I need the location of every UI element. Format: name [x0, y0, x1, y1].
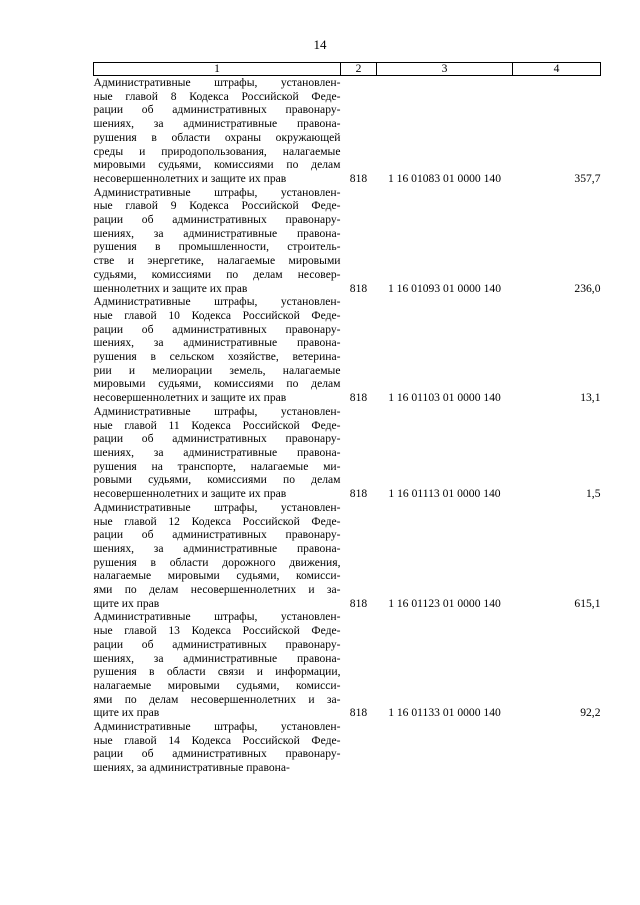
description-line: судьями, комиссиями по делам несовер-	[93, 267, 341, 281]
description-line: мировыми судьями, комиссиями по делам	[93, 158, 341, 172]
description-line: шениях, за административные правона-	[93, 336, 341, 350]
description-line: ные главой 14 Кодекса Российской Феде-	[93, 733, 341, 747]
description-line: несовершеннолетних и защите их прав	[93, 171, 287, 185]
admin-code: 818	[349, 706, 368, 720]
description-line: рушения в области дорожного движения,	[93, 555, 341, 569]
budget-classification-code: 1 16 01133 01 0000 140	[388, 706, 501, 720]
description-line: шениях, за административные правона-	[93, 651, 341, 665]
amount	[513, 720, 601, 775]
fine-description	[94, 405, 341, 501]
description-line: несовершеннолетних и защите их прав	[93, 487, 287, 501]
admin-code: 818	[349, 171, 368, 185]
admin-code	[341, 720, 377, 775]
column-header-4: 4	[513, 63, 601, 76]
description-line: ровыми судьями, комиссиями по делам	[93, 473, 341, 487]
revenue-table	[93, 62, 601, 775]
amount: 92,2	[580, 706, 601, 720]
fine-description	[94, 720, 341, 775]
table-header-row	[94, 63, 601, 76]
description-line: рушения в области связи и информации,	[93, 665, 341, 679]
budget-classification-code: 1 16 01083 01 0000 140	[387, 171, 502, 185]
column-header-3: 3	[377, 63, 513, 76]
table-body	[94, 76, 601, 775]
budget-classification-code: 1 16 01093 01 0000 140	[387, 281, 502, 295]
budget-classification-code	[377, 720, 513, 775]
description-line: несовершеннолетних и защите их прав	[93, 391, 287, 405]
description-line: ные главой 11 Кодекса Российской Феде-	[93, 418, 341, 432]
column-header-2: 2	[341, 63, 377, 76]
fine-description	[94, 295, 341, 405]
description-line: шениях, за административные правона-	[93, 761, 290, 775]
description-line: ные главой 13 Кодекса Российской Феде-	[93, 624, 341, 638]
description-line: налагаемые мировыми судьями, комисси-	[93, 569, 341, 583]
description-line: шениях, за административные правона-	[93, 226, 341, 240]
description-line: Административные штрафы, установлен-	[93, 295, 341, 309]
fine-description	[94, 76, 341, 186]
fine-description	[94, 610, 341, 720]
table-row	[94, 610, 601, 720]
table-row	[94, 501, 601, 611]
admin-code: 818	[349, 281, 368, 295]
description-line: среды и природопользования, налагаемые	[93, 144, 341, 158]
description-line: рии и мелиорации земель, налагаемые	[93, 363, 341, 377]
table-row	[94, 405, 601, 501]
amount: 615,1	[574, 596, 601, 610]
budget-classification-code: 1 16 01113 01 0000 140	[388, 487, 501, 501]
budget-classification-code: 1 16 01103 01 0000 140	[388, 391, 501, 405]
description-line: Административные штрафы, установлен-	[93, 610, 341, 624]
fine-description	[94, 186, 341, 296]
description-line: Административные штрафы, установлен-	[93, 185, 341, 199]
description-line: шениях, за административные правона-	[93, 445, 341, 459]
table-row	[94, 720, 601, 775]
description-line: налагаемые мировыми судьями, комисси-	[93, 678, 341, 692]
description-line: ные главой 8 Кодекса Российской Феде-	[93, 89, 341, 103]
description-line: Административные штрафы, установлен-	[93, 500, 341, 514]
admin-code: 818	[349, 391, 368, 405]
table-row	[94, 295, 601, 405]
description-line: ями по делам несовершеннолетних и за-	[93, 692, 341, 706]
description-line: ные главой 9 Кодекса Российской Феде-	[93, 199, 341, 213]
description-line: шеннолетних и защите их прав	[93, 281, 248, 295]
description-line: рации об административных правонару-	[93, 637, 341, 651]
table-row	[94, 186, 601, 296]
description-line: щите их прав	[93, 596, 160, 610]
column-header-1: 1	[94, 63, 341, 76]
description-line: рации об административных правонару-	[93, 432, 341, 446]
description-line: рушения на транспорте, налагаемые ми-	[93, 459, 341, 473]
admin-code: 818	[349, 596, 368, 610]
description-line: ные главой 10 Кодекса Российской Феде-	[93, 308, 341, 322]
fine-description	[94, 501, 341, 611]
description-line: рации об административных правонару-	[93, 528, 341, 542]
description-line: рации об административных правонару-	[93, 322, 341, 336]
table-row	[94, 76, 601, 186]
description-line: Административные штрафы, установлен-	[93, 720, 341, 734]
description-line: рушения в сельском хозяйстве, ветерина-	[93, 350, 341, 364]
description-line: рации об административных правонару-	[93, 213, 341, 227]
description-line: рации об административных правонару-	[93, 747, 341, 761]
amount: 357,7	[574, 171, 601, 185]
description-line: рушения в области охраны окружающей	[93, 130, 341, 144]
description-line: шениях, за административные правона-	[93, 541, 341, 555]
description-line: ные главой 12 Кодекса Российской Феде-	[93, 514, 341, 528]
description-line: Административные штрафы, установлен-	[93, 76, 341, 89]
description-line: Административные штрафы, установлен-	[93, 404, 341, 418]
description-line: шениях, за административные правона-	[93, 117, 341, 131]
amount: 236,0	[574, 281, 601, 295]
description-line: ями по делам несовершеннолетних и за-	[93, 583, 341, 597]
description-line: стве и энергетике, налагаемые мировыми	[93, 254, 341, 268]
admin-code: 818	[349, 487, 368, 501]
amount: 13,1	[580, 391, 601, 405]
description-line: щите их прав	[93, 706, 160, 720]
description-line: рации об административных правонару-	[93, 103, 341, 117]
budget-classification-code: 1 16 01123 01 0000 140	[388, 596, 501, 610]
amount: 1,5	[586, 487, 601, 501]
description-line: мировыми судьями, комиссиями по делам	[93, 377, 341, 391]
page-number: 14	[313, 37, 327, 52]
description-line: рушения в промышленности, строитель-	[93, 240, 341, 254]
